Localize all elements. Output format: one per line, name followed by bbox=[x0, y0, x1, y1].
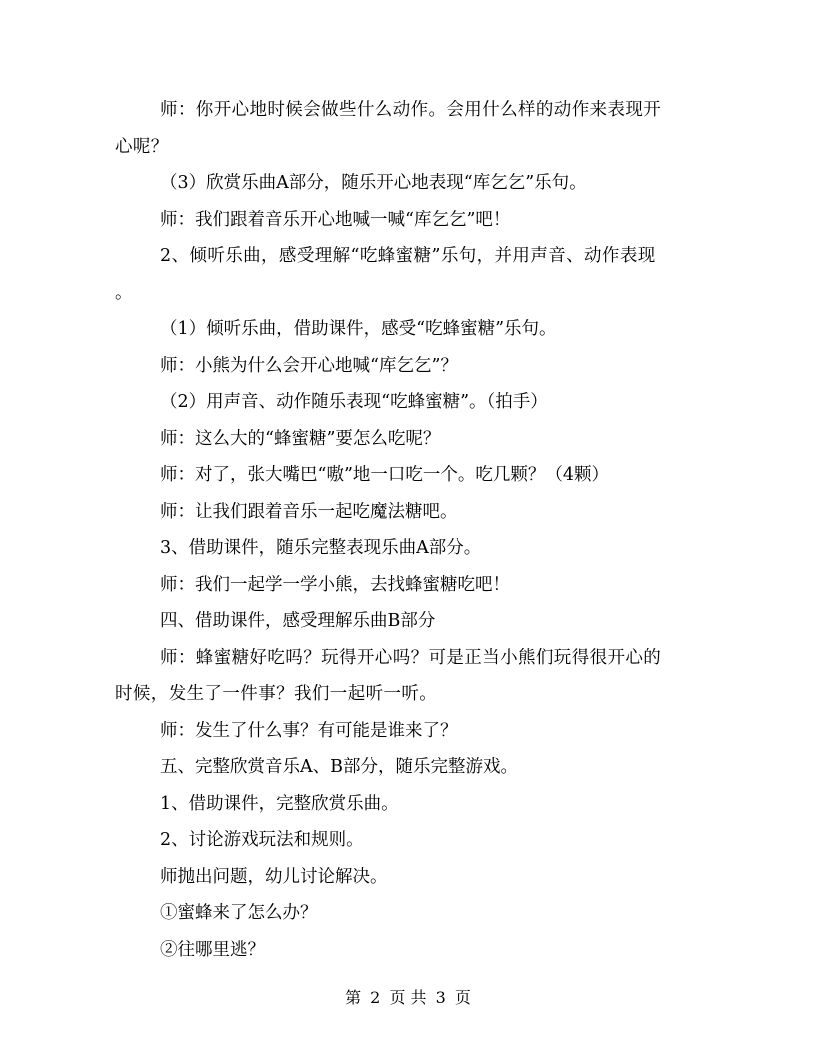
paragraph: 师：对了，张大嘴巴“嗷”地一口吃一个。吃几颗？（4颗） bbox=[160, 465, 610, 485]
current-page-number: 2 bbox=[370, 988, 381, 1007]
page-footer bbox=[0, 988, 816, 1008]
paragraph: 师：让我们跟着音乐一起吃魔法糖吧。 bbox=[160, 501, 458, 522]
paragraph-line: 2、倾听乐曲，感受理解“吃蜂蜜糖”乐句，并用声音、动作表现 bbox=[160, 246, 656, 266]
list-item: ②往哪里逃？ bbox=[160, 939, 265, 960]
paragraph bbox=[115, 640, 705, 713]
paragraph: 师：我们一起学一学小熊，去找蜂蜜糖吃吧！ bbox=[160, 574, 510, 595]
paragraph: 师：我们跟着音乐开心地喊一喊“库乞乞”吧！ bbox=[160, 209, 511, 230]
paragraph: 3、借助课件，随乐完整表现乐曲A部分。 bbox=[160, 538, 482, 558]
paragraph: 2、讨论游戏玩法和规则。 bbox=[160, 830, 364, 850]
section-heading: 四、借助课件，感受理解乐曲B部分 bbox=[160, 611, 436, 631]
footer-middle: 页 共 bbox=[389, 988, 427, 1007]
footer-prefix: 第 bbox=[345, 988, 362, 1007]
paragraph-line: 心呢？ bbox=[115, 136, 169, 157]
section-heading: 五、完整欣赏音乐A、B部分，随乐完整游戏。 bbox=[160, 757, 518, 777]
paragraph-line: 师：蜂蜜糖好吃吗？玩得开心吗？可是正当小熊们玩得很开心的 bbox=[160, 647, 662, 668]
footer-suffix: 页 bbox=[454, 988, 471, 1007]
paragraph: 师抛出问题，幼儿讨论解决。 bbox=[160, 866, 388, 887]
paragraph: 师：这么大的“蜂蜜糖”要怎么吃呢？ bbox=[160, 428, 441, 449]
paragraph-line: 。 bbox=[115, 282, 133, 303]
paragraph: （2）用声音、动作随乐表现“吃蜂蜜糖”。（拍手） bbox=[160, 392, 548, 412]
paragraph: （1）倾听乐曲，借助课件，感受“吃蜂蜜糖”乐句。 bbox=[160, 319, 557, 339]
paragraph: 1、借助课件，完整欣赏乐曲。 bbox=[160, 793, 399, 814]
paragraph-line: 时候，发生了一件事？我们一起听一听。 bbox=[115, 684, 438, 704]
paragraph: 师：发生了什么事？有可能是谁来了？ bbox=[160, 720, 458, 741]
document-body bbox=[115, 92, 705, 968]
paragraph bbox=[115, 238, 705, 311]
paragraph: （3）欣赏乐曲A部分，随乐开心地表现“库乞乞”乐句。 bbox=[160, 173, 587, 193]
paragraph: 师：小熊为什么会开心地喊“库乞乞”？ bbox=[160, 355, 458, 376]
total-page-count: 3 bbox=[435, 988, 446, 1007]
paragraph bbox=[115, 92, 705, 165]
paragraph-line: 师：你开心地时候会做些什么动作。会用什么样的动作来表现开 bbox=[160, 100, 662, 120]
list-item: ①蜜蜂来了怎么办？ bbox=[160, 903, 318, 923]
